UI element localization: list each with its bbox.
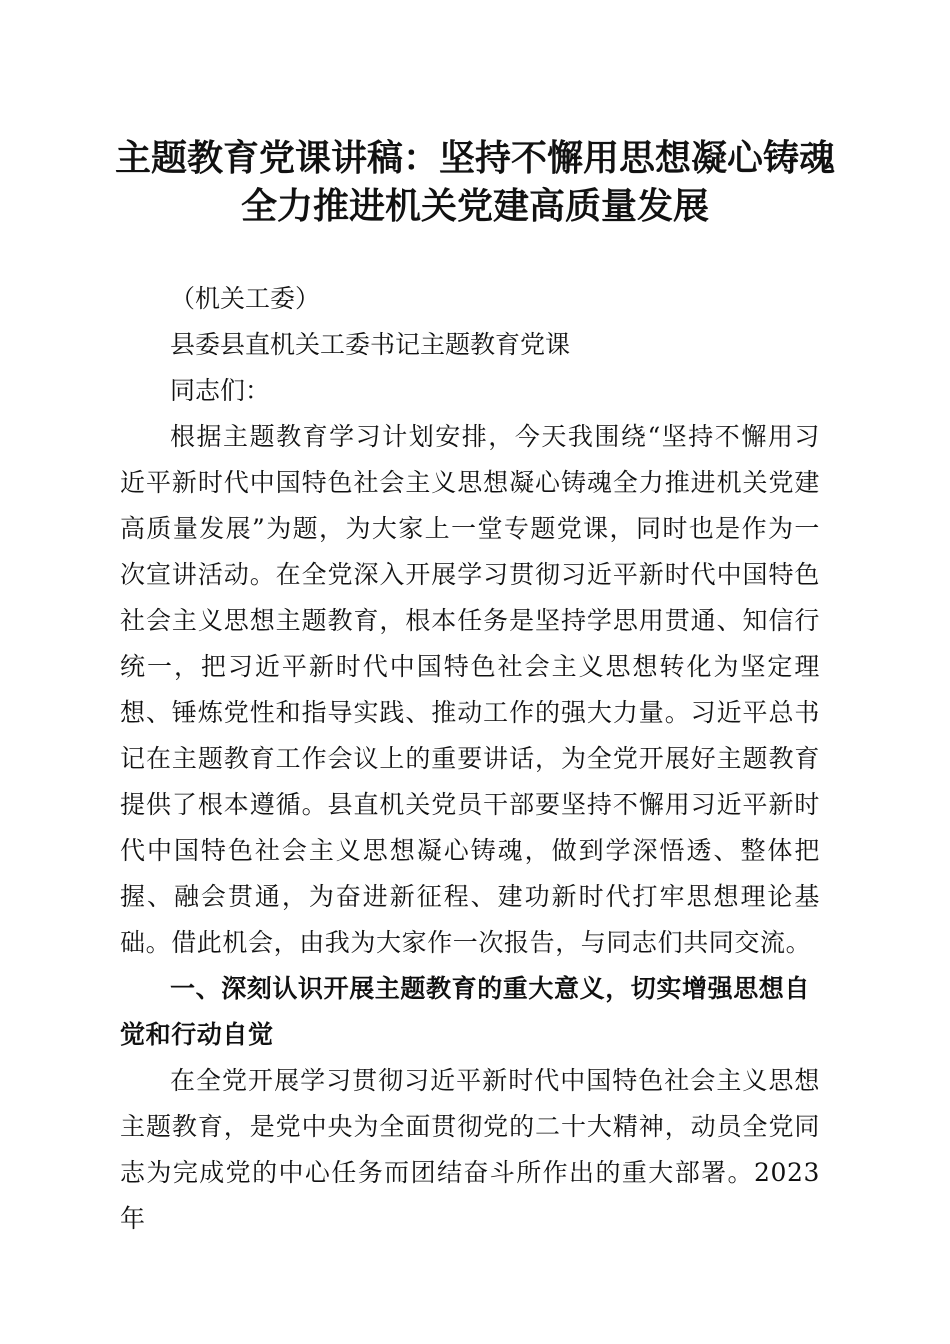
document-title-line-1: 主题教育党课讲稿：坚持不懈用思想凝心铸魂: [114, 137, 835, 179]
document-title-line-2: 全力推进机关党建高质量发展: [240, 185, 709, 227]
section-heading: 一、深刻认识开展主题教育的重大意义，切实增强思想自觉和行动自觉: [120, 974, 811, 1049]
subtitle: 县委县直机关工委书记主题教育党课: [170, 330, 571, 359]
byline: （机关工委）: [170, 284, 321, 313]
salutation: 同志们：: [170, 376, 271, 405]
intro-paragraph: 根据主题教育学习计划安排，今天我围绕“坚持不懈用习近平新时代中国特色社会主义思想凝心铸魂全力推进机关党建高质量发展”为题，为大家上一堂专题党课，同时也是作为一次宣讲活动。在全党深入开展学习贯彻习近平新时代中国特色社会主义思想主题教育，根本任务是坚持学思用贯通、知信行统一，把习近平新时代中国特色社会主义思想转化为坚定理想、锤炼党性和指导实践、推动工作的强大力量。习近平总书记在主题教育工作会议上的重要讲话，为全党开展好主题教育提供了根本遵循。县直机关党员干部要坚持不懈用习近平新时代中国特色社会主义思想凝心铸魂，做到学深悟透、整体把握、融会贯通，为奋进新征程、建功新时代打牢思想理论基础。借此机会，由我为大家作一次报告，与同志们共同交流。: [120, 422, 820, 957]
section-paragraph: 在全党开展学习贯彻习近平新时代中国特色社会主义思想主题教育，是党中央为全面贯彻党的二十大精神，动员全党同志为完成党的中心任务而团结奋斗所作出的重大部署。2023年: [120, 1066, 820, 1233]
